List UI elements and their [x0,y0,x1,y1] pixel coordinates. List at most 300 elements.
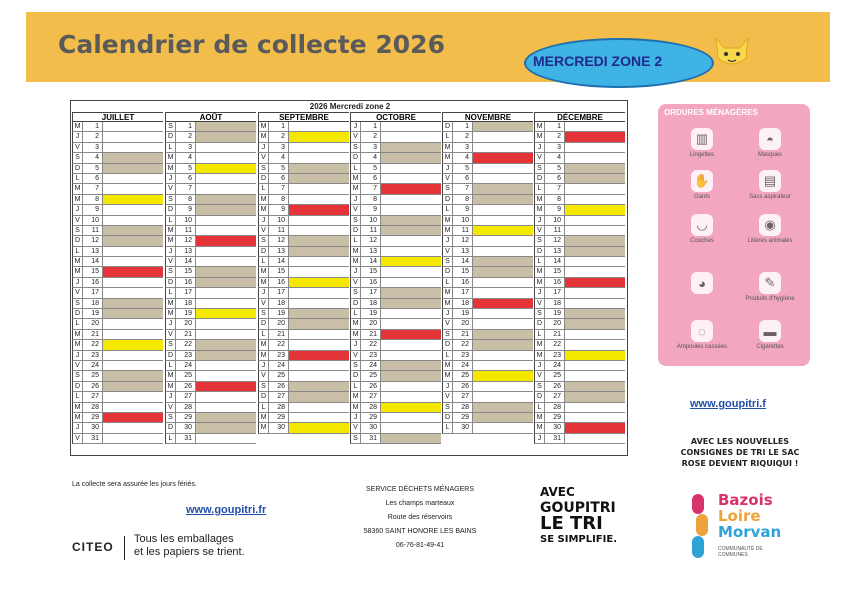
day-number: 15 [361,267,381,276]
day-letter: M [443,226,453,235]
waste-item [672,320,732,350]
day-row [258,371,349,381]
collection-cell [196,413,256,422]
collection-cell [381,205,441,214]
collection-cell [473,330,533,339]
day-row [442,319,533,329]
day-number: 18 [361,299,381,308]
day-row [534,434,625,444]
collection-cell [381,143,441,152]
day-number: 11 [361,226,381,235]
day-letter: V [166,403,176,412]
day-row [165,434,256,444]
day-letter: M [351,257,361,266]
collection-cell [103,257,163,266]
bzm-emblem-icon [690,492,712,562]
day-letter: L [166,143,176,152]
day-number: 18 [269,299,289,308]
day-letter: L [351,309,361,318]
day-number: 21 [361,330,381,339]
day-number: 26 [83,382,103,391]
day-letter: L [443,132,453,141]
day-letter: M [443,288,453,297]
day-row [534,257,625,267]
day-letter: D [73,382,83,391]
day-row [350,205,441,215]
day-number: 26 [269,382,289,391]
day-letter: S [443,330,453,339]
month-column [442,112,533,434]
day-number: 7 [176,184,196,193]
day-row [258,267,349,277]
day-letter: M [259,195,269,204]
day-number: 28 [269,403,289,412]
day-number: 4 [269,153,289,162]
collection-cell [289,371,349,380]
day-row [165,319,256,329]
day-letter: V [73,216,83,225]
collection-cell [565,392,625,401]
collection-cell [103,132,163,141]
waste-item-label: Ampoules cassées [676,344,728,350]
day-row [534,392,625,402]
collection-cell [103,267,163,276]
notice-line: AVEC LES NOUVELLES [690,437,790,446]
collection-cell [381,267,441,276]
day-row [258,351,349,361]
day-row [534,236,625,246]
waste-item-label: Sacs aspirateur [749,194,791,200]
day-number: 12 [176,236,196,245]
month-column [165,112,256,444]
day-number: 9 [269,205,289,214]
day-letter: J [259,143,269,152]
bzm-subtitle: COMMUNAUTÉ DE COMMUNES [718,546,763,558]
day-row [350,267,441,277]
day-number: 3 [269,143,289,152]
collection-cell [473,122,533,131]
waste-item-label: Produits d'hygiène [745,296,795,302]
waste-item [740,128,800,158]
day-row [72,216,163,226]
day-letter: D [73,309,83,318]
day-letter: L [73,392,83,401]
day-number: 20 [269,319,289,328]
day-number: 17 [361,288,381,297]
day-row [165,153,256,163]
bulb-icon: ◌ [691,320,713,342]
day-letter: D [535,392,545,401]
collection-cell [381,195,441,204]
day-letter: M [443,216,453,225]
collection-cell [381,132,441,141]
day-number: 19 [83,309,103,318]
collection-cell [473,309,533,318]
collection-cell [565,382,625,391]
collection-cell [289,267,349,276]
day-number: 6 [361,174,381,183]
day-letter: J [443,309,453,318]
day-number: 4 [453,153,473,162]
day-number: 30 [269,423,289,432]
day-number: 19 [176,309,196,318]
day-letter: J [73,132,83,141]
collection-cell [381,403,441,412]
day-number: 14 [361,257,381,266]
day-letter: M [73,403,83,412]
day-row [258,309,349,319]
day-letter: J [259,361,269,370]
collection-cell [473,371,533,380]
day-letter: V [259,226,269,235]
day-row [258,382,349,392]
day-letter: S [73,371,83,380]
day-row [258,299,349,309]
collection-cell [473,257,533,266]
collection-cell [103,205,163,214]
day-letter: M [73,330,83,339]
day-row [72,257,163,267]
collection-cell [473,288,533,297]
collection-cell [196,361,256,370]
collection-cell [473,247,533,256]
day-letter: M [73,184,83,193]
collection-cell [103,403,163,412]
month-header: OCTOBRE [350,112,441,122]
day-number: 22 [176,340,196,349]
day-letter: V [351,351,361,360]
website-link-bottom[interactable]: www.goupitri.fr [186,504,267,516]
day-letter: S [535,309,545,318]
day-row [72,226,163,236]
collection-cell [473,351,533,360]
day-letter: S [351,434,361,443]
notice-line: CONSIGNES DE TRI LE SAC [680,448,800,457]
day-letter: L [443,351,453,360]
day-letter: D [535,319,545,328]
collection-cell [565,143,625,152]
day-letter: M [535,423,545,432]
day-number: 15 [176,267,196,276]
collection-cell [565,299,625,308]
collection-cell [565,247,625,256]
day-row [72,361,163,371]
day-row [534,143,625,153]
month-header: JUILLET [72,112,163,122]
day-number: 1 [176,122,196,131]
collection-cell [473,403,533,412]
day-letter: L [166,288,176,297]
day-row [258,413,349,423]
day-number: 26 [545,382,565,391]
day-row [442,205,533,215]
day-row [258,164,349,174]
day-number: 18 [453,299,473,308]
day-letter: M [259,278,269,287]
website-link-right[interactable]: www.goupitri.f [690,398,766,410]
day-letter: M [351,247,361,256]
day-row [350,132,441,142]
waste-panel-title: ORDURES MÉNAGÈRES [664,108,758,117]
day-number: 7 [83,184,103,193]
day-row [442,361,533,371]
day-row [442,174,533,184]
service-address [340,486,500,556]
day-letter: D [443,122,453,131]
day-row [442,267,533,277]
day-row [258,226,349,236]
collection-cell [565,403,625,412]
day-row [258,205,349,215]
day-letter: J [351,267,361,276]
day-letter: M [166,382,176,391]
day-row [350,184,441,194]
day-row [258,247,349,257]
day-letter: M [259,122,269,131]
day-number: 24 [545,361,565,370]
day-number: 20 [545,319,565,328]
collection-cell [289,226,349,235]
collection-cell [196,257,256,266]
day-row [258,257,349,267]
day-number: 23 [545,351,565,360]
month-header: NOVEMBRE [442,112,533,122]
day-row [72,184,163,194]
collection-cell [473,153,533,162]
day-row [258,340,349,350]
collection-cell [565,361,625,370]
day-number: 14 [269,257,289,266]
collection-cell [196,164,256,173]
collection-cell [565,122,625,131]
day-letter: V [443,392,453,401]
day-number: 28 [83,403,103,412]
day-number: 18 [176,299,196,308]
day-number: 2 [176,132,196,141]
day-number: 7 [453,184,473,193]
day-row [534,330,625,340]
day-letter: L [351,236,361,245]
day-number: 22 [83,340,103,349]
day-number: 19 [269,309,289,318]
day-number: 18 [83,299,103,308]
day-letter: S [259,309,269,318]
day-letter: M [535,205,545,214]
day-number: 24 [83,361,103,370]
day-row [72,309,163,319]
day-letter: V [351,423,361,432]
collection-cell [473,392,533,401]
day-letter: S [443,403,453,412]
day-number: 16 [545,278,565,287]
collection-cell [381,371,441,380]
day-row [442,299,533,309]
day-letter: L [73,247,83,256]
day-row [442,278,533,288]
day-number: 8 [453,195,473,204]
collection-cell [473,226,533,235]
day-row [442,351,533,361]
day-row [350,247,441,257]
day-row [72,195,163,205]
day-letter: M [535,413,545,422]
day-row [258,132,349,142]
collection-cell [196,153,256,162]
day-letter: M [351,403,361,412]
collection-cell [289,205,349,214]
wipes-icon: ▥ [691,128,713,150]
day-row [534,184,625,194]
day-row [350,164,441,174]
day-row [165,371,256,381]
day-number: 3 [83,143,103,152]
month-column [72,112,163,444]
day-letter: S [351,288,361,297]
day-row [72,122,163,132]
collection-cell [196,236,256,245]
collection-cell [381,299,441,308]
day-number: 31 [361,434,381,443]
day-row [442,340,533,350]
bzm-line: Loire [718,507,761,525]
service-phone: 06-76-81-49-41 [395,542,445,549]
collection-cell [473,195,533,204]
day-row [350,299,441,309]
day-row [350,382,441,392]
day-number: 12 [269,236,289,245]
collection-cell [381,382,441,391]
day-number: 23 [176,351,196,360]
collection-cell [196,299,256,308]
collection-cell [289,257,349,266]
day-row [350,216,441,226]
day-letter: S [443,257,453,266]
day-letter: D [166,278,176,287]
collection-cell [196,174,256,183]
day-letter: L [73,319,83,328]
day-letter: V [73,143,83,152]
day-number: 9 [453,205,473,214]
day-row [165,413,256,423]
day-row [442,330,533,340]
day-row [350,330,441,340]
month-column [258,112,349,434]
day-row [258,184,349,194]
collection-cell [565,216,625,225]
collection-cell [473,143,533,152]
day-row [534,371,625,381]
day-letter: V [166,330,176,339]
collection-cell [565,330,625,339]
collection-cell [289,132,349,141]
collection-cell [565,434,625,443]
day-number: 23 [83,351,103,360]
bzm-line: Bazois [718,491,773,509]
day-letter: J [535,216,545,225]
collection-cell [289,330,349,339]
collection-cell [196,278,256,287]
day-number: 15 [83,267,103,276]
collection-cell [103,423,163,432]
collection-cell [196,434,256,443]
day-number: 6 [453,174,473,183]
day-letter: M [443,299,453,308]
collection-cell [565,340,625,349]
collection-cell [289,299,349,308]
collection-cell [381,288,441,297]
collection-cell [196,309,256,318]
day-letter: S [351,216,361,225]
day-letter: J [351,413,361,422]
day-row [165,132,256,142]
day-row [442,257,533,267]
day-number: 30 [361,423,381,432]
collection-cell [103,288,163,297]
day-number: 22 [361,340,381,349]
day-letter: M [73,413,83,422]
day-number: 2 [83,132,103,141]
day-row [165,351,256,361]
day-letter: M [259,205,269,214]
day-number: 15 [269,267,289,276]
day-row [165,330,256,340]
collection-cell [289,195,349,204]
collection-cell [289,247,349,256]
sorting-slogan [134,533,245,559]
day-row [165,299,256,309]
day-row [72,371,163,381]
day-number: 24 [361,361,381,370]
day-row [534,361,625,371]
waste-item-label: Lingettes [689,152,715,158]
calendar-subtitle: 2026 Mercredi zone 2 [309,102,391,111]
day-number: 16 [361,278,381,287]
day-row [258,423,349,433]
day-row [442,309,533,319]
day-row [442,392,533,402]
day-number: 5 [361,164,381,173]
day-letter: L [351,164,361,173]
day-letter: S [73,153,83,162]
day-number: 18 [545,299,565,308]
day-letter: M [73,122,83,131]
day-row [350,413,441,423]
collection-cell [473,361,533,370]
day-row [442,132,533,142]
day-number: 26 [176,382,196,391]
day-number: 28 [176,403,196,412]
day-row [534,382,625,392]
day-letter: S [166,413,176,422]
collection-cell [289,361,349,370]
day-letter: J [73,423,83,432]
day-letter: M [351,174,361,183]
day-number: 29 [545,413,565,422]
day-row [258,195,349,205]
day-row [442,164,533,174]
day-letter: M [535,351,545,360]
day-number: 10 [361,216,381,225]
day-row [350,371,441,381]
day-row [258,319,349,329]
day-row [258,216,349,226]
day-number: 27 [545,392,565,401]
day-row [72,403,163,413]
collection-cell [289,382,349,391]
day-letter: D [443,413,453,422]
collection-cell [565,309,625,318]
collection-cell [381,309,441,318]
